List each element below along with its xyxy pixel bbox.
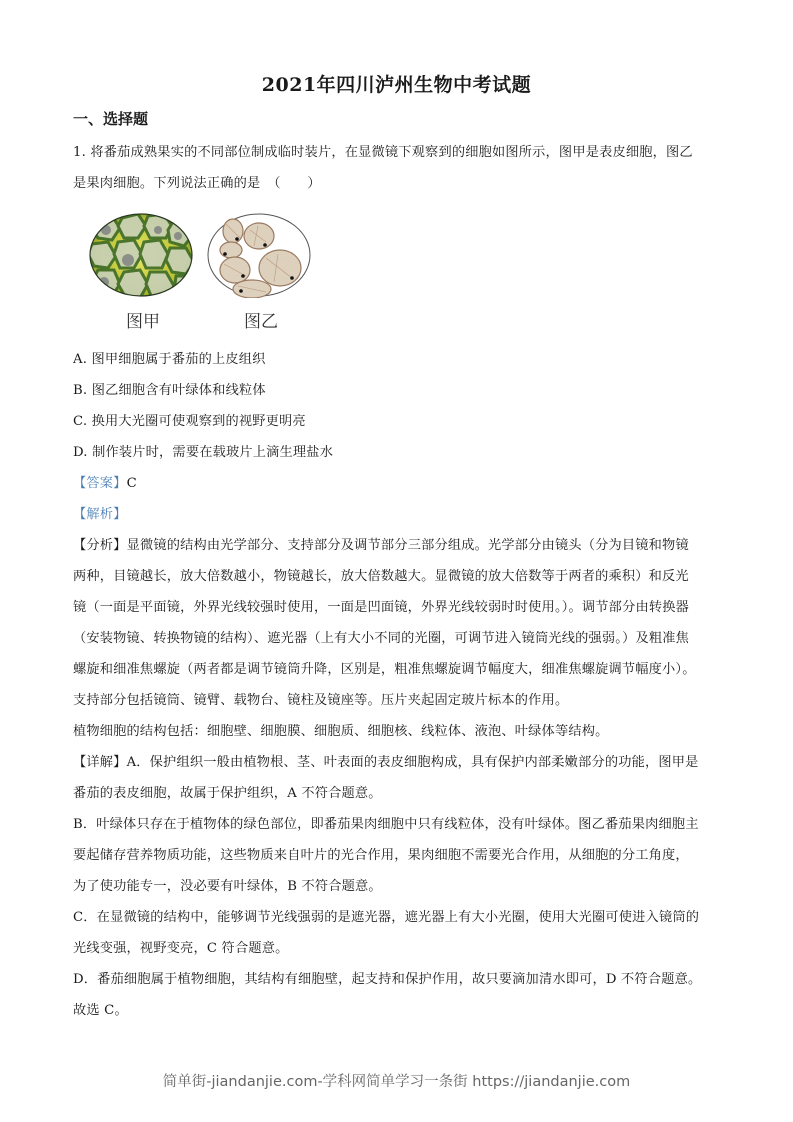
section-heading: 一、选择题 — [73, 110, 149, 128]
answer-line — [73, 472, 137, 491]
option-c-key: C. — [73, 414, 88, 429]
xiangjie-line-4: 要起储存营养物质功能，这些物质来自叶片的光合作用，果肉细胞不需要光合作用，从细胞的分工角度， — [73, 848, 689, 863]
fenxi-line-1 — [73, 534, 689, 553]
option-b-text: 图乙细胞含有叶绿体和线粒体 — [91, 383, 266, 398]
fenxi-line-3: 镜（一面是平面镜，外界光线较强时使用，一面是凹面镜，外界光线较弱时时使用。）。调节部分由转换器 — [73, 600, 690, 615]
option-b — [73, 379, 266, 398]
xiangjie-line-9: 故选 C。 — [73, 1003, 128, 1018]
fenxi-line-5: 螺旋和细准焦螺旋（两者都是调节镜筒升降，区别是，粗准焦螺旋调节幅度大，细准焦螺旋调节幅度小）。 — [73, 662, 696, 677]
option-a-key: A. — [73, 352, 88, 367]
answer-value: C — [126, 476, 137, 491]
xiangjie-text-1: A．保护组织一般由植物根、茎、叶表面的表皮细胞构成，具有保护内部柔嫩部分的功能，图甲是 — [126, 755, 699, 770]
pulp-cells-image — [206, 212, 312, 298]
analysis-label: 【解析】 — [73, 507, 127, 522]
xiangjie-line-7: 光线变强，视野变亮，C 符合题意。 — [73, 941, 289, 956]
figure-caption-yi: 图乙 — [244, 312, 278, 332]
fenxi-text-1: 显微镜的结构由光学部分、支持部分及调节部分三部分组成。光学部分由镜头（分为目镜和物镜 — [126, 538, 689, 553]
option-a — [73, 348, 266, 367]
option-d-text: 制作装片时，需要在载玻片上滴生理盐水 — [92, 445, 334, 460]
option-c-text: 换用大光圈可使观察到的视野更明亮 — [91, 414, 306, 429]
question-figure — [88, 212, 318, 332]
fenxi-line-7: 植物细胞的结构包括：细胞壁、细胞膜、细胞质、细胞核、线粒体、液泡、叶绿体等结构。 — [73, 724, 609, 739]
xiangjie-line-2: 番茄的表皮细胞，故属于保护组织，A 不符合题意。 — [73, 786, 382, 801]
option-c — [73, 410, 306, 429]
analysis-heading — [73, 503, 127, 522]
xiangjie-line-8: D．番茄细胞属于植物细胞，其结构有细胞壁，起支持和保护作用，故只要滴加清水即可，D 不符合题意。 — [73, 972, 702, 987]
xiangjie-line-1 — [73, 751, 699, 770]
xiangjie-line-3: B．叶绿体只存在于植物体的绿色部位，即番茄果肉细胞中只有线粒体，没有叶绿体。图乙番茄果肉细胞主 — [73, 817, 699, 832]
xiangjie-line-6: C．在显微镜的结构中，能够调节光线强弱的是遮光器，遮光器上有大小光圈，使用大光圈可使进入镜筒的 — [73, 910, 700, 925]
epidermal-cells-image — [88, 212, 194, 298]
xiangjie-label: 【详解】 — [73, 755, 127, 770]
xiangjie-line-5: 为了使功能专一，没必要有叶绿体，B 不符合题意。 — [73, 879, 382, 894]
answer-label: 【答案】 — [73, 476, 127, 491]
option-a-text: 图甲细胞属于番茄的上皮组织 — [91, 352, 266, 367]
figure-jia — [88, 212, 198, 332]
figure-yi — [206, 212, 316, 332]
fenxi-label: 【分析】 — [73, 538, 127, 553]
option-d-key: D. — [73, 445, 88, 460]
question-stem-line-2: 是果肉细胞。下列说法正确的是 （ ） — [73, 176, 321, 191]
option-d — [73, 441, 333, 460]
footer-watermark: 简单街-jiandanjie.com-学科网简单学习一条街 https://jiandanjie.com — [162, 1074, 631, 1090]
figure-caption-jia: 图甲 — [126, 312, 160, 332]
fenxi-line-2: 两种，目镜越长，放大倍数越小，物镜越长，放大倍数越大。显微镜的放大倍数等于两者的乘积）和反光 — [73, 569, 689, 584]
fenxi-line-4: （安装物镜、转换物镜的结构）、遮光器（上有大小不同的光圈，可调节进入镜筒光线的强弱。）及粗准焦 — [73, 631, 690, 646]
fenxi-line-6: 支持部分包括镜筒、镜臂、载物台、镜柱及镜座等。压片夹起固定玻片标本的作用。 — [73, 693, 569, 708]
document-title: 2021年四川泸州生物中考试题 — [261, 74, 532, 96]
question-stem-line-1: 1. 将番茄成熟果实的不同部位制成临时装片，在显微镜下观察到的细胞如图所示，图甲是表皮细胞，图乙 — [73, 145, 693, 160]
option-b-key: B. — [73, 383, 88, 398]
